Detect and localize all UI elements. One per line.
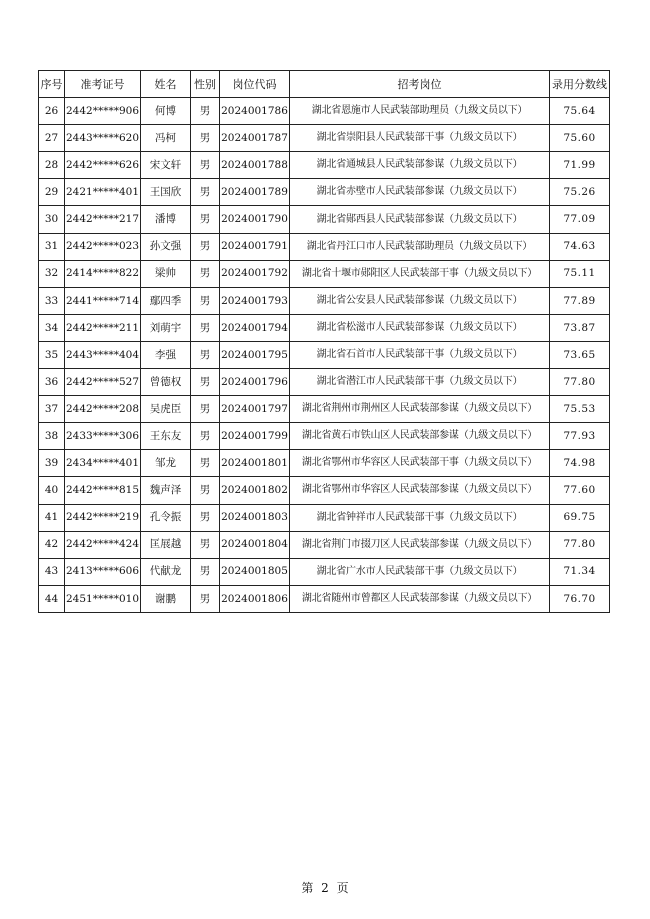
cell-seq: 34 [39, 314, 65, 341]
cell-post: 湖北省黄石市铁山区人民武装部参谋（九级文员以下） [290, 423, 550, 450]
cell-post: 湖北省钟祥市人民武装部干事（九级文员以下） [290, 504, 550, 531]
cell-name: 代献龙 [141, 558, 191, 585]
cell-post-code: 2024001802 [220, 477, 290, 504]
cell-exam-id: 2442*****211 [65, 314, 141, 341]
cell-exam-id: 2441*****714 [65, 287, 141, 314]
cell-post-code: 2024001789 [220, 179, 290, 206]
cell-seq: 30 [39, 206, 65, 233]
cell-post: 湖北省荆州市荆州区人民武装部参谋（九级文员以下） [290, 396, 550, 423]
cell-post-code: 2024001786 [220, 98, 290, 125]
cell-seq: 33 [39, 287, 65, 314]
cell-name: 王国欣 [141, 179, 191, 206]
header-name: 姓名 [141, 71, 191, 98]
cell-seq: 29 [39, 179, 65, 206]
table-row [39, 152, 610, 179]
cell-post: 湖北省恩施市人民武装部助理员（九级文员以下） [290, 98, 550, 125]
cell-name: 刘萌宇 [141, 314, 191, 341]
cell-gender: 男 [191, 369, 220, 396]
cell-post-code: 2024001797 [220, 396, 290, 423]
cell-name: 潘博 [141, 206, 191, 233]
cell-gender: 男 [191, 477, 220, 504]
cell-name: 邹龙 [141, 450, 191, 477]
cell-score: 77.80 [550, 531, 610, 558]
cell-post-code: 2024001803 [220, 504, 290, 531]
cell-score: 77.89 [550, 287, 610, 314]
cell-exam-id: 2414*****822 [65, 260, 141, 287]
cell-name: 何博 [141, 98, 191, 125]
cell-name: 谢鹏 [141, 585, 191, 612]
table-row [39, 287, 610, 314]
header-score: 录用分数线 [550, 71, 610, 98]
cell-exam-id: 2451*****010 [65, 585, 141, 612]
cell-gender: 男 [191, 504, 220, 531]
cell-post-code: 2024001806 [220, 585, 290, 612]
cell-score: 77.09 [550, 206, 610, 233]
cell-post-code: 2024001795 [220, 341, 290, 368]
cell-gender: 男 [191, 531, 220, 558]
cell-exam-id: 2443*****620 [65, 125, 141, 152]
cell-name: 孙文强 [141, 233, 191, 260]
cell-score: 73.65 [550, 341, 610, 368]
page-number: 2 [321, 881, 329, 895]
cell-post: 湖北省石首市人民武装部干事（九级文员以下） [290, 341, 550, 368]
cell-seq: 42 [39, 531, 65, 558]
cell-exam-id: 2442*****424 [65, 531, 141, 558]
cell-seq: 38 [39, 423, 65, 450]
cell-gender: 男 [191, 179, 220, 206]
cell-post: 湖北省潜江市人民武装部干事（九级文员以下） [290, 369, 550, 396]
cell-seq: 44 [39, 585, 65, 612]
cell-score: 71.34 [550, 558, 610, 585]
cell-post: 湖北省荆门市掇刀区人民武装部参谋（九级文员以下） [290, 531, 550, 558]
cell-gender: 男 [191, 423, 220, 450]
cell-exam-id: 2443*****404 [65, 341, 141, 368]
cell-seq: 32 [39, 260, 65, 287]
admission-table [38, 70, 610, 613]
table-header-row [39, 71, 610, 98]
cell-gender: 男 [191, 287, 220, 314]
cell-name: 孔令振 [141, 504, 191, 531]
table-row [39, 98, 610, 125]
cell-name: 吴虎臣 [141, 396, 191, 423]
table-row [39, 558, 610, 585]
cell-exam-id: 2433*****306 [65, 423, 141, 450]
header-exam-id: 准考证号 [65, 71, 141, 98]
cell-post-code: 2024001805 [220, 558, 290, 585]
cell-exam-id: 2421*****401 [65, 179, 141, 206]
table-row [39, 260, 610, 287]
cell-gender: 男 [191, 396, 220, 423]
cell-score: 75.11 [550, 260, 610, 287]
cell-name: 冯柯 [141, 125, 191, 152]
cell-gender: 男 [191, 206, 220, 233]
cell-name: 宋文轩 [141, 152, 191, 179]
cell-score: 69.75 [550, 504, 610, 531]
table-row [39, 314, 610, 341]
cell-post-code: 2024001787 [220, 125, 290, 152]
cell-post: 湖北省十堰市郧阳区人民武装部干事（九级文员以下） [290, 260, 550, 287]
cell-gender: 男 [191, 341, 220, 368]
cell-gender: 男 [191, 450, 220, 477]
cell-post: 湖北省随州市曾都区人民武装部参谋（九级文员以下） [290, 585, 550, 612]
table-row [39, 450, 610, 477]
cell-seq: 28 [39, 152, 65, 179]
cell-seq: 39 [39, 450, 65, 477]
cell-score: 75.64 [550, 98, 610, 125]
cell-name: 匡展越 [141, 531, 191, 558]
cell-seq: 37 [39, 396, 65, 423]
cell-gender: 男 [191, 558, 220, 585]
cell-post: 湖北省丹江口市人民武装部助理员（九级文员以下） [290, 233, 550, 260]
cell-seq: 31 [39, 233, 65, 260]
cell-post: 湖北省广水市人民武装部干事（九级文员以下） [290, 558, 550, 585]
table-row [39, 477, 610, 504]
cell-seq: 40 [39, 477, 65, 504]
footer-prefix: 第 [301, 881, 314, 895]
table-row [39, 206, 610, 233]
cell-post: 湖北省鄂州市华容区人民武装部干事（九级文员以下） [290, 450, 550, 477]
footer-suffix: 页 [336, 881, 349, 895]
cell-post: 湖北省通城县人民武装部参谋（九级文员以下） [290, 152, 550, 179]
cell-score: 75.26 [550, 179, 610, 206]
page-footer [0, 879, 650, 896]
cell-seq: 27 [39, 125, 65, 152]
cell-post-code: 2024001799 [220, 423, 290, 450]
header-gender: 性别 [191, 71, 220, 98]
header-post: 招考岗位 [290, 71, 550, 98]
cell-post-code: 2024001793 [220, 287, 290, 314]
table-row [39, 504, 610, 531]
table-row [39, 585, 610, 612]
cell-post-code: 2024001796 [220, 369, 290, 396]
cell-score: 71.99 [550, 152, 610, 179]
cell-exam-id: 2442*****217 [65, 206, 141, 233]
cell-name: 王东友 [141, 423, 191, 450]
cell-exam-id: 2442*****219 [65, 504, 141, 531]
cell-score: 74.63 [550, 233, 610, 260]
cell-exam-id: 2442*****208 [65, 396, 141, 423]
cell-exam-id: 2413*****606 [65, 558, 141, 585]
cell-gender: 男 [191, 260, 220, 287]
cell-post-code: 2024001794 [220, 314, 290, 341]
table-row [39, 423, 610, 450]
cell-exam-id: 2442*****626 [65, 152, 141, 179]
table-row [39, 396, 610, 423]
table-row [39, 531, 610, 558]
table-row [39, 125, 610, 152]
header-seq: 序号 [39, 71, 65, 98]
table-row [39, 179, 610, 206]
cell-score: 74.98 [550, 450, 610, 477]
cell-seq: 41 [39, 504, 65, 531]
cell-post: 湖北省崇阳县人民武装部干事（九级文员以下） [290, 125, 550, 152]
cell-name: 鄢四季 [141, 287, 191, 314]
cell-score: 77.93 [550, 423, 610, 450]
cell-seq: 35 [39, 341, 65, 368]
table-row [39, 369, 610, 396]
cell-name: 李强 [141, 341, 191, 368]
cell-post-code: 2024001788 [220, 152, 290, 179]
cell-exam-id: 2442*****906 [65, 98, 141, 125]
table-row [39, 233, 610, 260]
cell-post-code: 2024001791 [220, 233, 290, 260]
cell-gender: 男 [191, 585, 220, 612]
header-post-code: 岗位代码 [220, 71, 290, 98]
cell-exam-id: 2434*****401 [65, 450, 141, 477]
cell-name: 魏声泽 [141, 477, 191, 504]
cell-name: 曾德权 [141, 369, 191, 396]
cell-post-code: 2024001804 [220, 531, 290, 558]
cell-seq: 43 [39, 558, 65, 585]
cell-post: 湖北省松滋市人民武装部参谋（九级文员以下） [290, 314, 550, 341]
cell-seq: 36 [39, 369, 65, 396]
cell-gender: 男 [191, 314, 220, 341]
table-body [39, 98, 610, 613]
cell-post: 湖北省郧西县人民武装部参谋（九级文员以下） [290, 206, 550, 233]
cell-exam-id: 2442*****023 [65, 233, 141, 260]
cell-post-code: 2024001792 [220, 260, 290, 287]
cell-gender: 男 [191, 98, 220, 125]
cell-score: 73.87 [550, 314, 610, 341]
cell-exam-id: 2442*****527 [65, 369, 141, 396]
cell-gender: 男 [191, 125, 220, 152]
cell-name: 梁帅 [141, 260, 191, 287]
cell-score: 77.80 [550, 369, 610, 396]
cell-score: 76.70 [550, 585, 610, 612]
cell-gender: 男 [191, 152, 220, 179]
cell-seq: 26 [39, 98, 65, 125]
cell-score: 77.60 [550, 477, 610, 504]
cell-score: 75.60 [550, 125, 610, 152]
cell-score: 75.53 [550, 396, 610, 423]
cell-post-code: 2024001801 [220, 450, 290, 477]
cell-post: 湖北省鄂州市华容区人民武装部参谋（九级文员以下） [290, 477, 550, 504]
cell-gender: 男 [191, 233, 220, 260]
cell-post: 湖北省赤壁市人民武装部参谋（九级文员以下） [290, 179, 550, 206]
cell-exam-id: 2442*****815 [65, 477, 141, 504]
cell-post-code: 2024001790 [220, 206, 290, 233]
cell-post: 湖北省公安县人民武装部参谋（九级文员以下） [290, 287, 550, 314]
table-row [39, 341, 610, 368]
